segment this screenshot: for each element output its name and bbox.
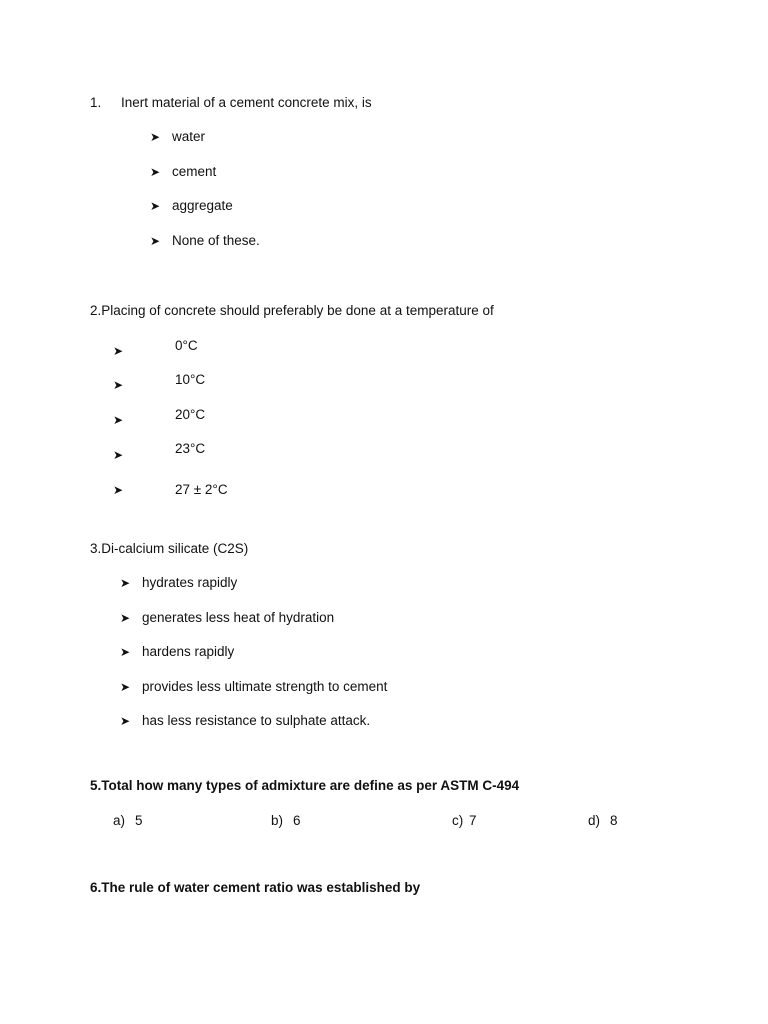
arrow-bullet-icon: ➤ [150,130,161,144]
arrow-bullet-icon: ➤ [120,611,131,625]
q5-option-a-value: 5 [135,813,143,828]
q3-option-3: hardens rapidly [142,644,235,659]
arrow-bullet-icon: ➤ [120,645,131,659]
q5-option-a-letter: a) [113,813,126,828]
q3-option-2: generates less heat of hydration [142,610,335,625]
q1-option-4: None of these. [172,233,260,248]
arrow-bullet-icon: ➤ [120,714,131,728]
q2-option-4: 23°C [175,441,206,456]
q2-question: 2.Placing of concrete should preferably be done at a temperature of [90,303,494,318]
q3-question: 3.Di-calcium silicate (C2S) [90,541,249,556]
q2-option-1: 0°C [175,338,198,353]
q3-option-5: has less resistance to sulphate attack. [142,713,371,728]
q5-option-d-value: 8 [610,813,618,828]
q1-number: 1. [90,95,102,110]
q6-question: 6.The rule of water cement ratio was established by [90,880,421,895]
q5-option-b-value: 6 [293,813,301,828]
q5-option-c-letter: c) [452,813,464,828]
q1-option-1: water [172,129,206,144]
q2-option-5: 27 ± 2°C [175,482,228,497]
q2-option-2: 10°C [175,372,206,387]
q5-option-d-letter: d) [588,813,601,828]
arrow-bullet-icon: ➤ [113,448,124,462]
arrow-bullet-icon: ➤ [113,483,124,497]
q5-option-c-value: 7 [469,813,477,828]
arrow-bullet-icon: ➤ [120,576,131,590]
arrow-bullet-icon: ➤ [113,413,124,427]
q1-question: Inert material of a cement concrete mix, is [121,95,372,110]
arrow-bullet-icon: ➤ [113,344,124,358]
q5-question: 5.Total how many types of admixture are define as per ASTM C-494 [90,778,520,793]
q1-option-3: aggregate [172,198,233,213]
q2-option-3: 20°C [175,407,206,422]
arrow-bullet-icon: ➤ [150,199,161,213]
q3-option-1: hydrates rapidly [142,575,238,590]
arrow-bullet-icon: ➤ [150,234,161,248]
q3-option-4: provides less ultimate strength to cement [142,679,388,694]
q1-option-2: cement [172,164,217,179]
arrow-bullet-icon: ➤ [120,680,131,694]
arrow-bullet-icon: ➤ [113,378,124,392]
arrow-bullet-icon: ➤ [150,165,161,179]
q5-option-b-letter: b) [271,813,284,828]
